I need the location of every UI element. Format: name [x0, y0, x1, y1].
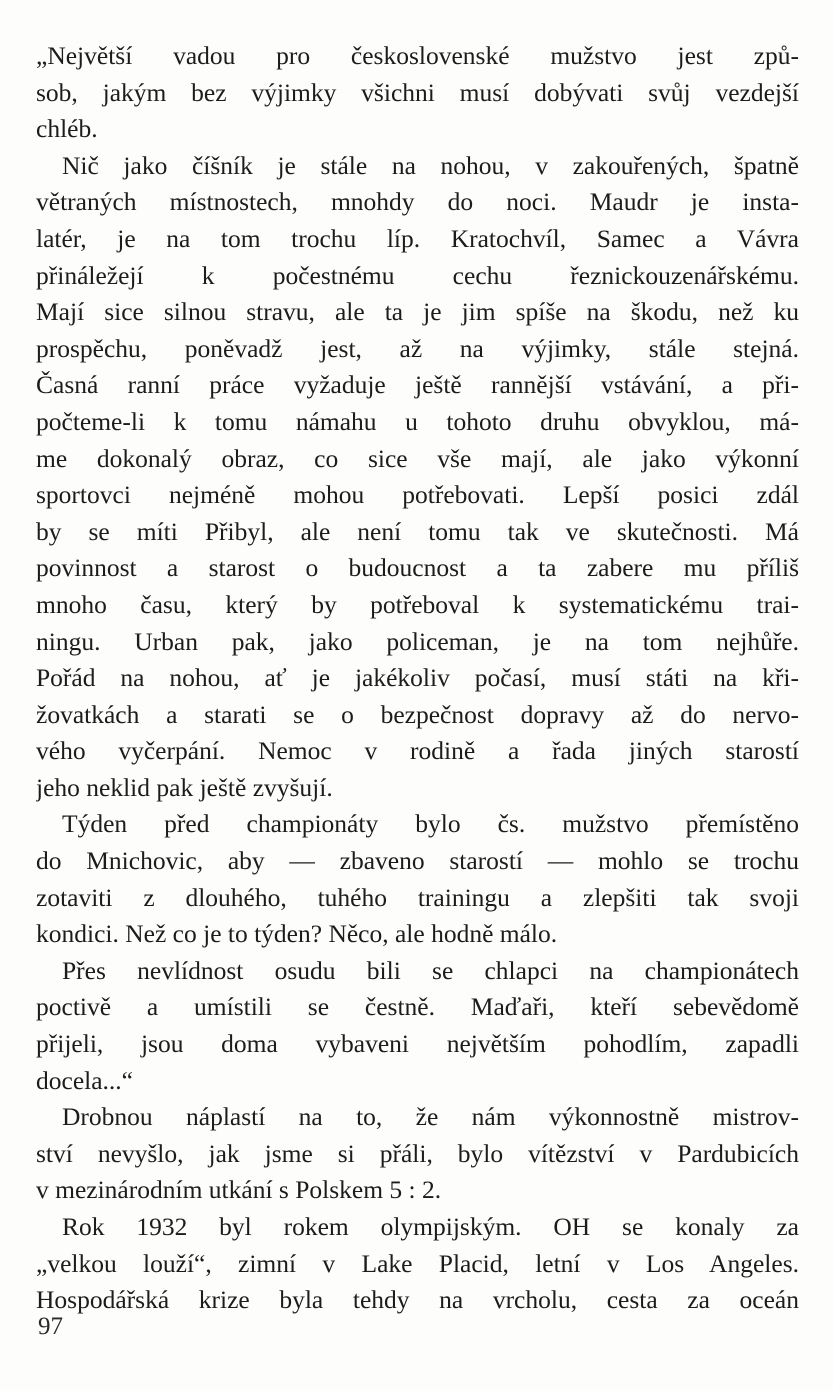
- text-line: docela...“: [36, 1065, 133, 1095]
- text-line: latér, je na tom trochu líp. Kratochvíl, Samec a Vávra: [36, 223, 799, 253]
- paragraph: [36, 1209, 799, 1319]
- text-line: Mají sice silnou stravu, ale ta je jim spíše na škodu, než ku: [36, 297, 799, 327]
- text-line: vého vyčerpání. Nemoc v rodině a řada jiných starostí: [36, 736, 799, 766]
- paragraph: [36, 38, 799, 148]
- text-line: chléb.: [36, 114, 98, 144]
- text-line: Pořád na nohou, ať je jakékoliv počasí, musí státi na kři-: [36, 663, 799, 693]
- text-line: Týden před championáty bylo čs. mužstvo přemístěno: [62, 809, 799, 839]
- text-line: „Největší vadou pro československé mužstvo jest způ-: [36, 41, 799, 70]
- text-line: sob, jakým bez výjimky všichni musí dobývati svůj vezdejší: [36, 77, 799, 107]
- page-number: 97: [38, 1313, 63, 1340]
- text-line: větraných místnostech, mnohdy do noci. Maudr je insta-: [36, 187, 799, 217]
- text-line: povinnost a starost o budoucnost a ta zabere mu příliš: [36, 553, 799, 583]
- paragraph: [36, 953, 799, 1099]
- text-line: do Mnichovic, aby — zbaveno starostí — mohlo se trochu: [36, 846, 799, 876]
- text-line: prospěchu, poněvadž jest, až na výjimky, stále stejná.: [36, 333, 799, 363]
- text-line: Časná ranní práce vyžaduje ještě rannější vstávání, a při-: [36, 370, 799, 400]
- text-line: ství nevyšlo, jak jsme si přáli, bylo vítězství v Pardubicích: [36, 1138, 799, 1168]
- text-line: zotaviti z dlouhého, tuhého trainingu a zlepšiti tak svoji: [36, 882, 799, 912]
- text-line: kondici. Než co je to týden? Něco, ale hodně málo.: [36, 919, 558, 949]
- text-line: mnoho času, který by potřeboval k systematickému trai-: [36, 589, 799, 619]
- text-line: sportovci nejméně mohou potřebovati. Lepší posici zdál: [36, 480, 799, 510]
- text-line: jeho neklid pak ještě zvyšují.: [36, 772, 333, 802]
- text-line: poctivě a umístili se čestně. Maďaři, kteří sebevědomě: [36, 992, 799, 1022]
- body-text: [36, 38, 799, 1319]
- text-line: by se míti Přibyl, ale není tomu tak ve skutečnosti. Má: [36, 516, 799, 546]
- text-line: „velkou louží“, zimní v Lake Placid, letní v Los Angeles.: [36, 1248, 799, 1278]
- text-line: me dokonalý obraz, co sice vše mají, ale jako výkonní: [36, 443, 799, 473]
- text-line: Přes nevlídnost osudu bili se chlapci na championátech: [62, 955, 799, 985]
- text-line: Drobnou náplastí na to, že nám výkonnostně mistrov-: [62, 1102, 799, 1132]
- text-line: Nič jako číšník je stále na nohou, v zakouřených, špatně: [62, 150, 799, 180]
- text-line: Hospodářská krize byla tehdy na vrcholu, cesta za oceán: [36, 1285, 799, 1315]
- text-line: přijeli, jsou doma vybaveni největším pohodlím, zapadli: [36, 1029, 799, 1059]
- text-line: žovatkách a starati se o bezpečnost dopravy až do nervo-: [36, 699, 799, 729]
- text-line: počteme-li k tomu námahu u tohoto druhu obvyklou, má-: [36, 406, 799, 436]
- text-line: přináležejí k počestnému cechu řeznickouzenářskému.: [36, 260, 799, 290]
- paragraph: [36, 1099, 799, 1209]
- text-line: Rok 1932 byl rokem olympijským. OH se konaly za: [62, 1212, 799, 1241]
- text-line: v mezinárodním utkání s Polskem 5 : 2.: [36, 1175, 442, 1205]
- text-line: ningu. Urban pak, jako policeman, je na tom nejhůře.: [36, 626, 799, 656]
- paragraph: [36, 148, 799, 807]
- paragraph: [36, 806, 799, 952]
